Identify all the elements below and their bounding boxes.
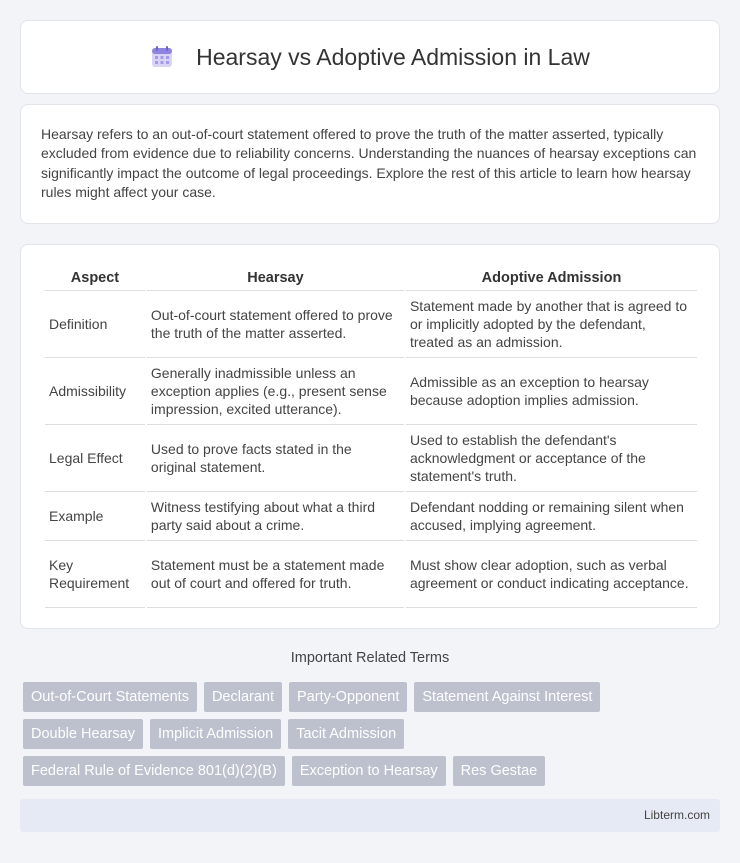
tag-exception-to-hearsay[interactable]: Exception to Hearsay — [292, 756, 446, 786]
cell-adoptive: Used to establish the defendant's acknowledgment or acceptance of the statement's truth. — [406, 425, 697, 492]
tag-tacit-admission[interactable]: Tacit Admission — [288, 719, 404, 749]
related-terms-list — [23, 682, 723, 793]
tag-row — [23, 719, 723, 749]
table-row — [45, 358, 697, 425]
cell-aspect: Legal Effect — [45, 425, 145, 492]
column-header-aspect: Aspect — [45, 265, 145, 291]
comparison-card — [20, 244, 720, 629]
header-card — [20, 20, 720, 94]
table-header-row — [45, 265, 697, 291]
tag-double-hearsay[interactable]: Double Hearsay — [23, 719, 143, 749]
table-row — [45, 541, 697, 608]
cell-aspect: Admissibility — [45, 358, 145, 425]
column-header-hearsay: Hearsay — [147, 265, 404, 291]
cell-aspect: Key Requirement — [45, 541, 145, 608]
cell-adoptive: Defendant nodding or remaining silent when accused, implying agreement. — [406, 492, 697, 541]
cell-hearsay: Used to prove facts stated in the original statement. — [147, 425, 404, 492]
calendar-icon — [150, 45, 174, 69]
cell-hearsay: Out-of-court statement offered to prove the truth of the matter asserted. — [147, 291, 404, 358]
cell-adoptive: Statement made by another that is agreed to or implicitly adopted by the defendant, treated as an admission. — [406, 291, 697, 358]
tag-row — [23, 756, 723, 786]
tag-row — [23, 682, 723, 712]
intro-card — [20, 104, 720, 224]
comparison-table — [43, 265, 699, 608]
footer-site-link[interactable]: Libterm.com — [643, 808, 710, 822]
footer — [20, 799, 720, 832]
tag-res-gestae[interactable]: Res Gestae — [453, 756, 546, 786]
tag-statement-against-interest[interactable]: Statement Against Interest — [414, 682, 600, 712]
tag-out-of-court-statements[interactable]: Out-of-Court Statements — [23, 682, 197, 712]
page-title: Hearsay vs Adoptive Admission in Law — [196, 43, 590, 70]
table-row — [45, 291, 697, 358]
column-header-adoptive: Adoptive Admission — [406, 265, 697, 291]
tag-declarant[interactable]: Declarant — [204, 682, 282, 712]
related-terms-title: Important Related Terms — [290, 650, 450, 666]
table-row — [45, 492, 697, 541]
cell-hearsay: Generally inadmissible unless an exception applies (e.g., present sense impression, excited utterance). — [147, 358, 404, 425]
cell-aspect: Example — [45, 492, 145, 541]
cell-adoptive: Admissible as an exception to hearsay because adoption implies admission. — [406, 358, 697, 425]
cell-aspect: Definition — [45, 291, 145, 358]
tag-party-opponent[interactable]: Party-Opponent — [289, 682, 407, 712]
intro-text: Hearsay refers to an out-of-court statement offered to prove the truth of the matter asserted, typically excluded from evidence due to reliability concerns. Understanding the nuances of hearsay exceptions can significantly impact the outcome of legal proceedings. Explore the rest of this article to learn how hearsay rules might affect your case. — [41, 126, 697, 201]
cell-hearsay: Witness testifying about what a third party said about a crime. — [147, 492, 404, 541]
cell-hearsay: Statement must be a statement made out of court and offered for truth. — [147, 541, 404, 608]
table-row — [45, 425, 697, 492]
tag-federal-rule-801[interactable]: Federal Rule of Evidence 801(d)(2)(B) — [23, 756, 285, 786]
cell-adoptive: Must show clear adoption, such as verbal agreement or conduct indicating acceptance. — [406, 541, 697, 608]
tag-implicit-admission[interactable]: Implicit Admission — [150, 719, 281, 749]
